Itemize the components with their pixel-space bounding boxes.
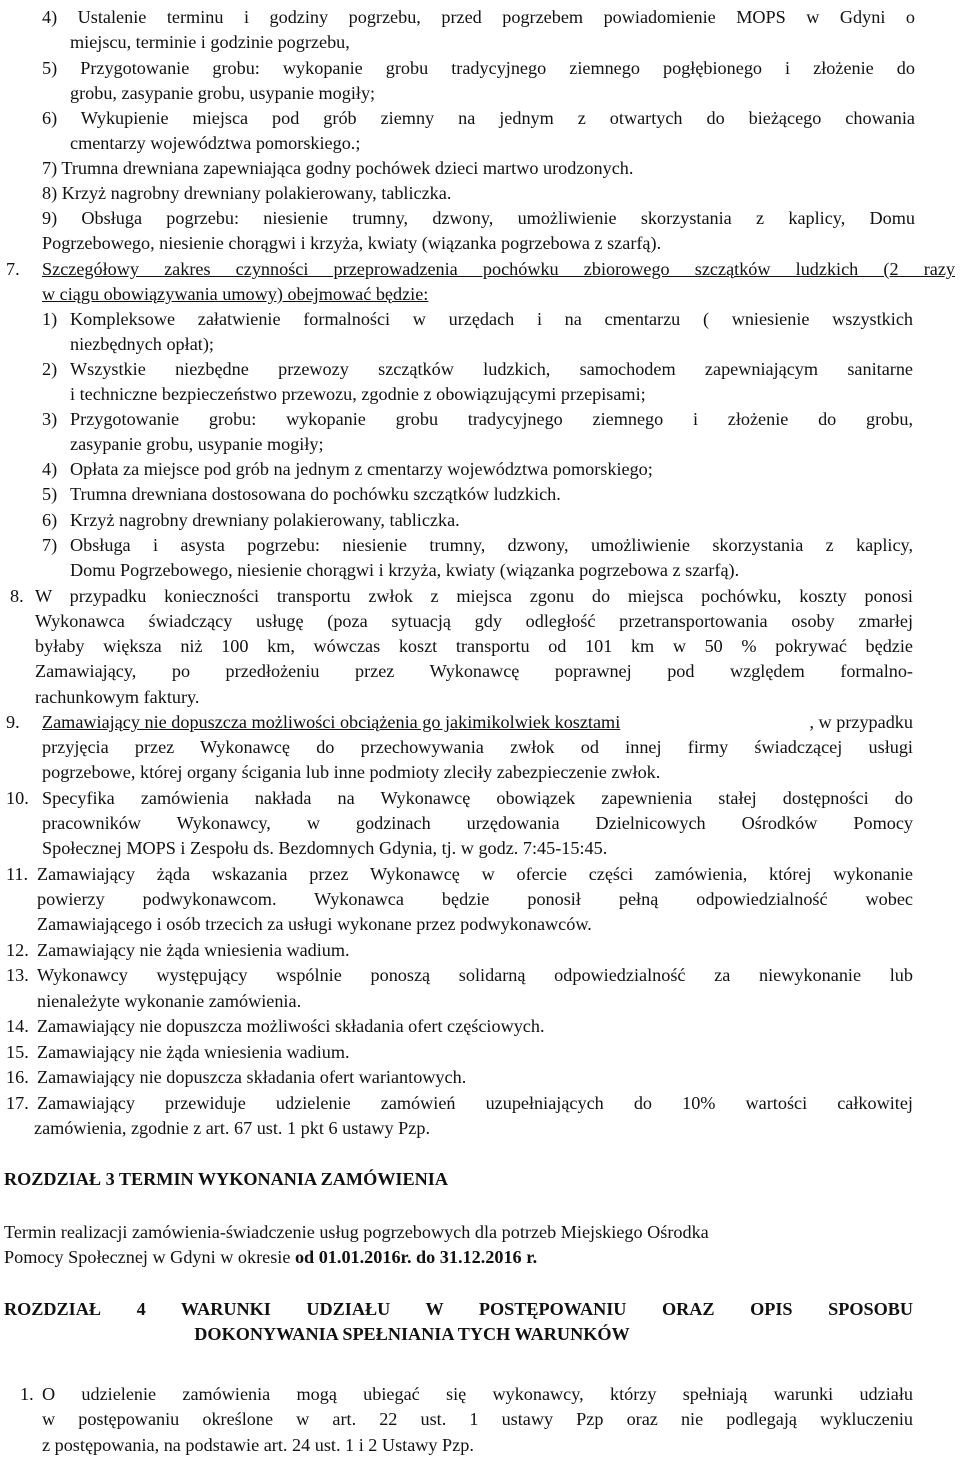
section13-line2: nienależyte wykonanie zamówienia. xyxy=(37,991,302,1011)
list6-item6-line1: 6) Wykupienie miejsca pod grób ziemny na jednym z otwartych do bieżącego chowania xyxy=(42,108,915,128)
section12-number: 12. xyxy=(6,940,29,960)
section17-number: 17. xyxy=(6,1093,29,1113)
section7-item4-line1: Opłata za miejsce pod grób na jednym z cmentarzy województwa pomorskiego; xyxy=(70,459,653,479)
section14-text: Zamawiający nie dopuszcza możliwości składania ofert częściowych. xyxy=(37,1016,545,1036)
chapter3-heading: ROZDZIAŁ 3 TERMIN WYKONANIA ZAMÓWIENIA xyxy=(4,1169,448,1189)
section8-line3: byłaby większa niż 100 km, wówczas koszt transportu od 101 km w 50 % pokrywać będzie xyxy=(35,636,913,656)
chapter3-paragraph-line2 xyxy=(4,1246,537,1270)
section7-item7-number: 7) xyxy=(42,535,58,555)
section9-line2: przyjęcia przez Wykonawcę do przechowywania zwłok od innej firmy świadczącej usługi xyxy=(42,737,913,757)
section17-line1: Zamawiający przewiduje udzielenie zamówień uzupełniających do 10% wartości całkowitej xyxy=(37,1093,913,1113)
section7-item2-line1: Wszystkie niezbędne przewozy szczątków ludzkich, samochodem zapewniającym sanitarne xyxy=(70,359,913,379)
section7-item4-number: 4) xyxy=(42,459,58,479)
section7-item5-line1: Trumna drewniana dostosowana do pochówku szczątków ludzkich. xyxy=(70,484,561,504)
chapter3-period-prefix: Pomocy Społecznej w Gdyni w okresie xyxy=(4,1247,295,1267)
section7-item6-line1: Krzyż nagrobny drewniany polakierowany, tabliczka. xyxy=(70,510,460,530)
section16-text: Zamawiający nie dopuszcza składania ofert wariantowych. xyxy=(37,1067,467,1087)
list6-item8: 8) Krzyż nagrobny drewniany polakierowany, tabliczka. xyxy=(42,183,452,203)
section7-item1-line2: niezbędnych opłat); xyxy=(70,334,214,354)
section7-item5-number: 5) xyxy=(42,484,58,504)
section11-line1: Zamawiający żąda wskazania przez Wykonawcę w ofercie części zamówienia, której wykonanie xyxy=(37,864,913,884)
section13-line1: Wykonawcy występujący wspólnie ponoszą solidarną odpowiedzialność za niewykonanie lub xyxy=(37,965,913,985)
section7-intro-line1: Szczegółowy zakres czynności przeprowadzenia pochówku zbiorowego szczątków ludzkich (2 razy xyxy=(42,259,955,279)
section8-line1: W przypadku konieczności transportu zwłok z miejsca zgonu do miejsca pochówku, koszty ponosi xyxy=(35,586,913,606)
section7-item7-line1: Obsługa i asysta pogrzebu: niesienie trumny, dzwony, umożliwienie skorzystania z kaplicy, xyxy=(70,535,913,555)
section10-line2: pracowników Wykonawcy, w godzinach urzędowania Dzielnicowych Ośrodków Pomocy xyxy=(42,813,913,833)
section7-item6-number: 6) xyxy=(42,510,58,530)
section10-number: 10. xyxy=(6,788,29,808)
chapter4-heading-line2: DOKONYWANIA SPEŁNIANIA TYCH WARUNKÓW xyxy=(194,1324,630,1344)
section11-line2: powierzy podwykonawcom. Wykonawca będzie ponosił pełną odpowiedzialność wobec xyxy=(37,889,913,909)
section7-item3-number: 3) xyxy=(42,409,58,429)
section8-number: 8. xyxy=(10,586,24,606)
section7-item3-line1: Przygotowanie grobu: wykopanie grobu tradycyjnego ziemnego i złożenie do grobu, xyxy=(70,409,913,429)
section7-intro-line2: w ciągu obowiązywania umowy) obejmować będzie: xyxy=(42,284,429,304)
section7-number: 7. xyxy=(6,259,20,279)
section7-item1-number: 1) xyxy=(42,309,58,329)
list6-item4-line2: miejscu, terminie i godzinie pogrzebu, xyxy=(70,32,350,52)
section17-line2: zamówienia, zgodnie z art. 67 ust. 1 pkt 6 ustawy Pzp. xyxy=(34,1118,430,1138)
section11-number: 11. xyxy=(6,864,29,884)
section9-underlined-text: Zamawiający nie dopuszcza możliwości obciążenia go jakimikolwiek kosztami xyxy=(42,712,621,732)
chapter4-item1-line2: w postępowaniu określone w art. 22 ust. 1 ustawy Pzp oraz nie podlegają wykluczeniu xyxy=(42,1409,913,1429)
list6-item5-line2: grobu, zasypanie grobu, usypanie mogiły; xyxy=(70,83,376,103)
list6-item9-line1: 9) Obsługa pogrzebu: niesienie trumny, dzwony, umożliwienie skorzystania z kaplicy, Domu xyxy=(42,208,915,228)
section7-item2-line2: i techniczne bezpieczeństwo przewozu, zgodnie z obowiązującymi przepisami; xyxy=(70,384,646,404)
list6-item6-line2: cmentarzy województwa pomorskiego.; xyxy=(70,133,361,153)
section12-text: Zamawiający nie żąda wniesienia wadium. xyxy=(37,940,350,960)
section7-item3-line2: zasypanie grobu, usypanie mogiły; xyxy=(70,434,324,454)
list6-item9-line2: Pogrzebowego, niesienie chorągwi i krzyża, kwiaty (wiązanka pogrzebowa z szarfą). xyxy=(42,233,662,253)
section9-line1-rest: , w przypadku xyxy=(809,712,913,732)
chapter4-heading-line1: ROZDZIAŁ 4 WARUNKI UDZIAŁU W POSTĘPOWANIU ORAZ OPIS SPOSOBU xyxy=(4,1299,913,1319)
section10-line1: Specyfika zamówienia nakłada na Wykonawcę obowiązek zapewnienia stałej dostępności do xyxy=(42,788,913,808)
chapter3-period-dates: od 01.01.2016r. do 31.12.2016 r. xyxy=(294,1247,538,1267)
chapter3-paragraph-line1: Termin realizacji zamówienia-świadczenie usług pogrzebowych dla potrzeb Miejskiego Ośrodka xyxy=(4,1222,709,1242)
section7-item1-line1: Kompleksowe załatwienie formalności w urzędach i na cmentarzu ( wniesienie wszystkich xyxy=(70,309,913,329)
section14-number: 14. xyxy=(6,1016,29,1036)
section8-line4: Zamawiający, po przedłożeniu przez Wykonawcę poprawnej pod względem formalno- xyxy=(35,661,913,681)
section15-text: Zamawiający nie żąda wniesienia wadium. xyxy=(37,1042,350,1062)
section7-item2-number: 2) xyxy=(42,359,58,379)
section13-number: 13. xyxy=(6,965,29,985)
section8-line5: rachunkowym faktury. xyxy=(35,687,200,707)
section16-number: 16. xyxy=(6,1067,29,1087)
chapter4-item1-number: 1. xyxy=(20,1384,34,1404)
section15-number: 15. xyxy=(6,1042,29,1062)
section10-line3: Społecznej MOPS i Zespołu ds. Bezdomnych Gdynia, tj. w godz. 7:45-15:45. xyxy=(42,838,608,858)
section11-line3: Zamawiającego i osób trzecich za usługi wykonane przez podwykonawców. xyxy=(37,914,592,934)
section7-item7-line2: Domu Pogrzebowego, niesienie chorągwi i krzyża, kwiaty (wiązanka pogrzebowa z szarfą). xyxy=(70,560,740,580)
list6-item7: 7) Trumna drewniana zapewniająca godny pochówek dzieci martwo urodzonych. xyxy=(42,158,634,178)
chapter4-item1-line3: z postępowania, na podstawie art. 24 ust. 1 i 2 Ustawy Pzp. xyxy=(42,1435,474,1455)
list6-item4-line1: 4) Ustalenie terminu i godziny pogrzebu, przed pogrzebem powiadomienie MOPS w Gdyni o xyxy=(42,7,915,27)
chapter4-item1-line1: O udzielenie zamówienia mogą ubiegać się wykonawcy, którzy spełniają warunki udziału xyxy=(42,1384,913,1404)
section8-line2: Wykonawca świadczący usługę (poza sytuacją gdy odległość przetransportowania osoby zmarłej xyxy=(35,611,913,631)
section9-line1 xyxy=(42,711,913,735)
section9-number: 9. xyxy=(6,712,20,732)
section9-line3: pogrzebowe, której organy ścigania lub inne podmioty zleciły zabezpieczenie zwłok. xyxy=(42,762,661,782)
list6-item5-line1: 5) Przygotowanie grobu: wykopanie grobu tradycyjnego ziemnego pogłębionego i złożenie do xyxy=(42,58,915,78)
